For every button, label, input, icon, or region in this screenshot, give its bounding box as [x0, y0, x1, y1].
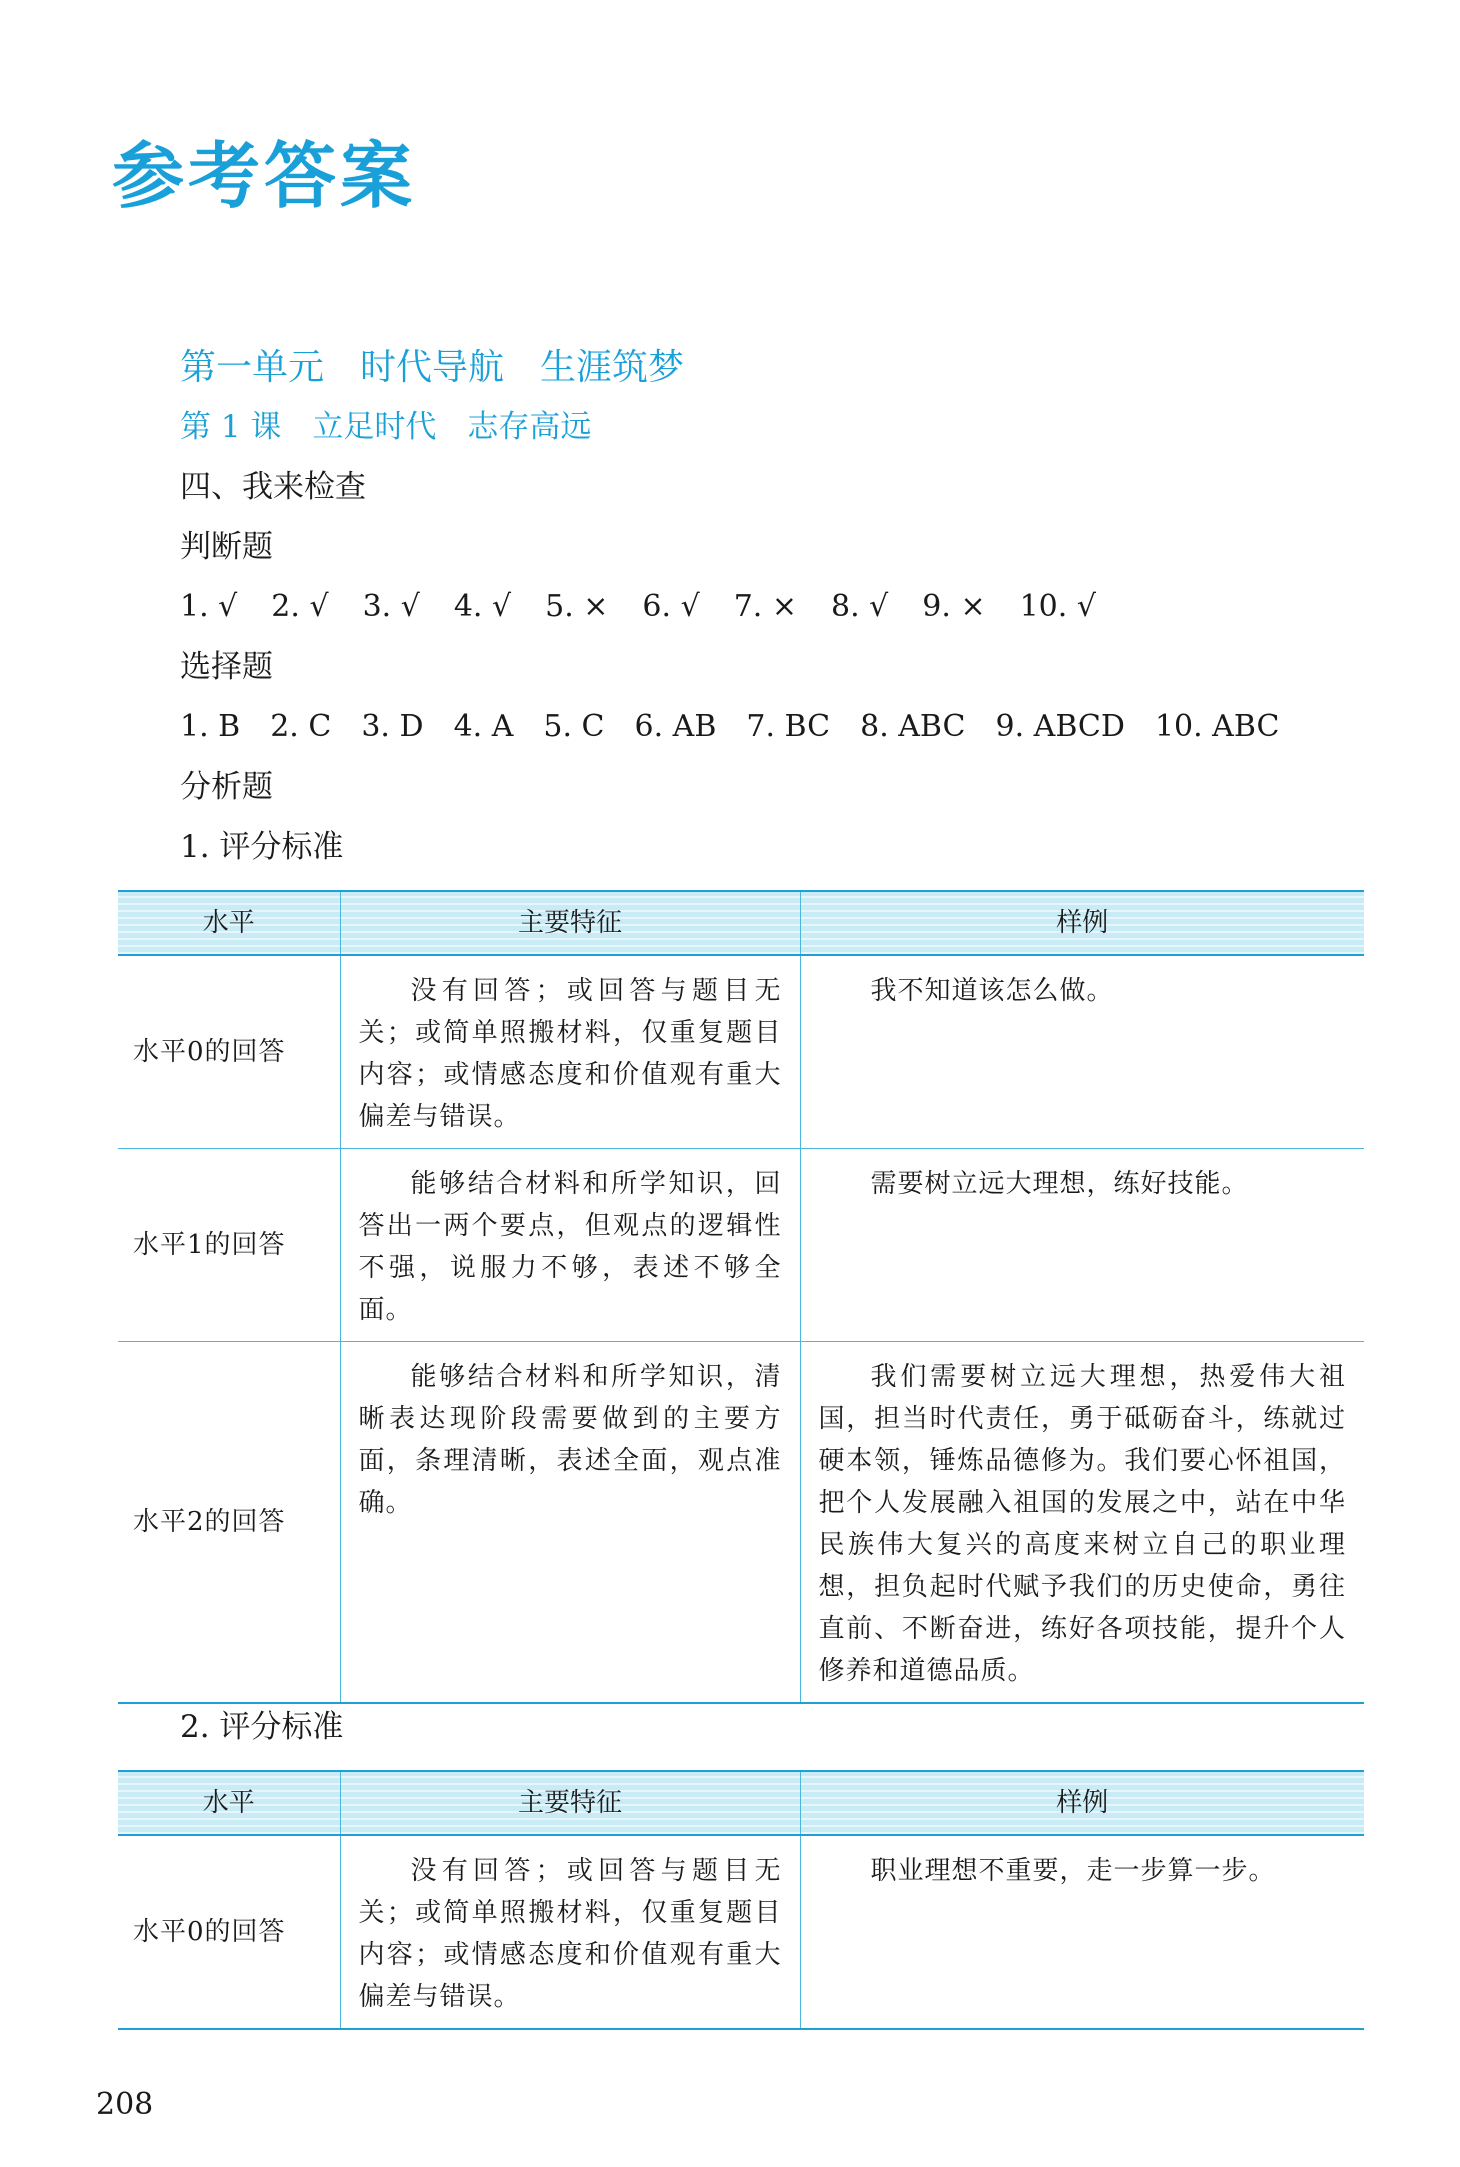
level-cell: 水平1的回答 [118, 1149, 340, 1342]
criteria1-table [118, 890, 1364, 1704]
column-header: 水平 [118, 1771, 340, 1835]
choice-answer: 4. A [453, 709, 514, 744]
choice-answer: 10. ABC [1154, 709, 1280, 744]
judge-answer: 7. × [733, 589, 797, 624]
feature-cell: 能够结合材料和所学知识，回答出一两个要点，但观点的逻辑性不强，说服力不够，表述不够全面。 [340, 1149, 800, 1342]
criteria2-label: 2. 评分标准 [180, 1709, 344, 1745]
feature-cell: 能够结合材料和所学知识，清晰表达现阶段需要做到的主要方面，条理清晰，表述全面，观点准确。 [340, 1342, 800, 1704]
example-cell: 我们需要树立远大理想，热爱伟大祖国，担当时代责任，勇于砥砺奋斗，练就过硬本领，锤炼品德修为。我们要心怀祖国，把个人发展融入祖国的发展之中，站在中华民族伟大复兴的高度来树立自己的职业理想，担负起时代赋予我们的历史使命，勇往直前、不断奋进，练好各项技能，提升个人修养和道德品质。 [800, 1342, 1364, 1704]
level-cell: 水平0的回答 [118, 955, 340, 1149]
unit-heading: 第一单元 时代导航 生涯筑梦 [180, 347, 685, 388]
analysis-label: 分析题 [180, 769, 273, 805]
example-cell: 需要树立远大理想，练好技能。 [800, 1149, 1364, 1342]
choice-answer: 8. ABC [860, 709, 966, 744]
column-header: 主要特征 [340, 891, 800, 955]
column-header: 主要特征 [340, 1771, 800, 1835]
choice-answer: 9. ABCD [995, 709, 1125, 744]
choice-answer: 2. C [270, 709, 332, 744]
lesson-heading: 第 1 课 立足时代 志存高远 [180, 409, 592, 445]
level-cell: 水平2的回答 [118, 1342, 340, 1704]
table-row [118, 1342, 1364, 1704]
judge-answer: 10. √ [1019, 589, 1096, 624]
table-row [118, 1149, 1364, 1342]
column-header: 样例 [800, 891, 1364, 955]
example-cell: 我不知道该怎么做。 [800, 955, 1364, 1149]
level-cell: 水平0的回答 [118, 1835, 340, 2029]
table-header-row [118, 891, 1364, 955]
judge-answer: 1. √ [180, 589, 238, 624]
table-row [118, 1835, 1364, 2029]
judge-label: 判断题 [180, 529, 273, 565]
judge-answer: 2. √ [271, 589, 329, 624]
page-title: 参考答案 [112, 134, 417, 218]
feature-cell: 没有回答；或回答与题目无关；或简单照搬材料，仅重复题目内容；或情感态度和价值观有重大偏差与错误。 [340, 955, 800, 1149]
choice-answer: 3. D [361, 709, 424, 744]
table-header-row [118, 1771, 1364, 1835]
table-row [118, 955, 1364, 1149]
criteria2-table [118, 1770, 1364, 2030]
column-header: 水平 [118, 891, 340, 955]
choice-answer: 5. C [543, 709, 605, 744]
choice-label: 选择题 [180, 649, 273, 685]
judge-answer: 6. √ [642, 589, 700, 624]
judge-answer: 4. √ [453, 589, 512, 624]
choice-answer: 1. B [180, 709, 241, 744]
judge-answer: 8. √ [831, 589, 889, 624]
judge-answer: 3. √ [362, 589, 420, 624]
example-cell: 职业理想不重要，走一步算一步。 [800, 1835, 1364, 2029]
section-heading: 四、我来检查 [180, 469, 366, 505]
choice-answer: 6. AB [634, 709, 717, 744]
choice-answer: 7. BC [746, 709, 831, 744]
column-header: 样例 [800, 1771, 1364, 1835]
judge-answer: 9. × [922, 589, 986, 624]
feature-cell: 没有回答；或回答与题目无关；或简单照搬材料，仅重复题目内容；或情感态度和价值观有重大偏差与错误。 [340, 1835, 800, 2029]
choice-answers [180, 709, 1280, 744]
judge-answers [180, 589, 1096, 624]
page-number: 208 [96, 2087, 154, 2122]
judge-answer: 5. × [545, 589, 609, 624]
criteria1-label: 1. 评分标准 [180, 829, 344, 865]
